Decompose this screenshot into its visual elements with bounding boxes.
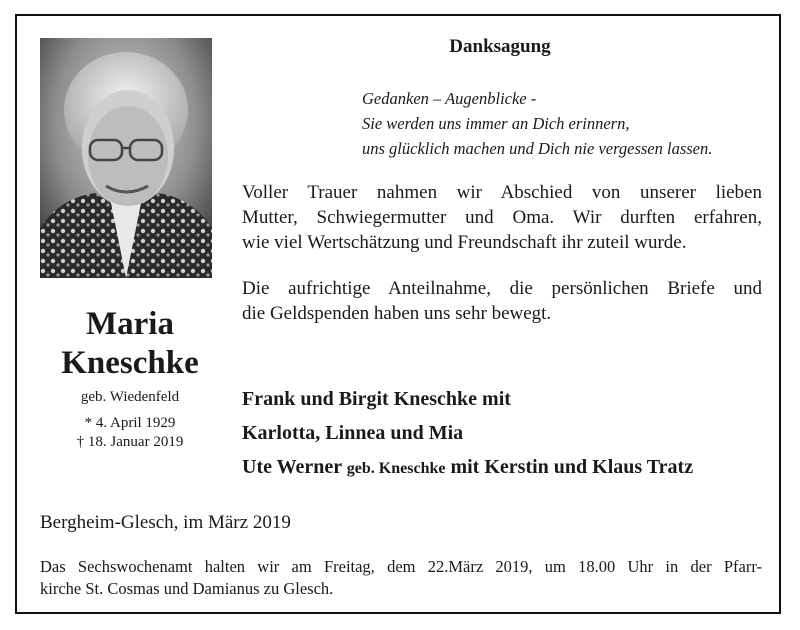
signer-line: Frank und Birgit Kneschke mit bbox=[242, 388, 511, 410]
deceased-last-name: Kneschke bbox=[61, 345, 199, 381]
signer-line bbox=[242, 456, 693, 479]
paragraph-thanks bbox=[242, 180, 762, 255]
paragraph-line: wie viel Wertschätzung und Freundschaft ihr zuteil wurde. bbox=[242, 232, 687, 253]
notice-heading: Danksagung bbox=[449, 36, 551, 57]
poem bbox=[362, 86, 712, 161]
paragraph-line: Mutter, Schwiegermutter und Oma. Wir durften erfahren, bbox=[242, 207, 762, 228]
poem-line: uns glücklich machen und Dich nie vergessen lassen. bbox=[362, 139, 713, 158]
paragraph-line: Die aufrichtige Anteilnahme, die persönlichen Briefe und bbox=[242, 278, 762, 299]
signer-line: Karlotta, Linnea und Mia bbox=[242, 422, 464, 444]
paragraph-line: Voller Trauer nahmen wir Abschied von unserer lieben bbox=[242, 182, 762, 203]
portrait-photo bbox=[40, 38, 212, 278]
death-date: † 18. Januar 2019 bbox=[76, 434, 184, 450]
born-name: geb. Wiedenfeld bbox=[80, 389, 180, 405]
place-date: Bergheim-Glesch, im März 2019 bbox=[40, 512, 291, 533]
paragraph-line: die Geldspenden haben uns sehr bewegt. bbox=[242, 303, 552, 324]
notice-line: kirche St. Cosmas und Damianus zu Glesch. bbox=[40, 579, 334, 598]
deceased-first-name: Maria bbox=[86, 306, 174, 342]
paragraph-sympathy bbox=[242, 276, 762, 326]
signer-rest: mit Kerstin und Klaus Tratz bbox=[450, 456, 694, 478]
poem-line: Gedanken – Augenblicke - bbox=[362, 89, 537, 108]
birth-date: * 4. April 1929 bbox=[84, 415, 176, 431]
signer-name: Ute Werner bbox=[242, 456, 342, 478]
notice-line: Das Sechswochenamt halten wir am Freitag, dem 22.März 2019, um 18.00 Uhr in der Pfarr- bbox=[40, 557, 762, 576]
mass-notice bbox=[40, 556, 762, 600]
signer-born-name: geb. Kneschke bbox=[346, 460, 446, 477]
poem-line: Sie werden uns immer an Dich erinnern, bbox=[362, 114, 630, 133]
